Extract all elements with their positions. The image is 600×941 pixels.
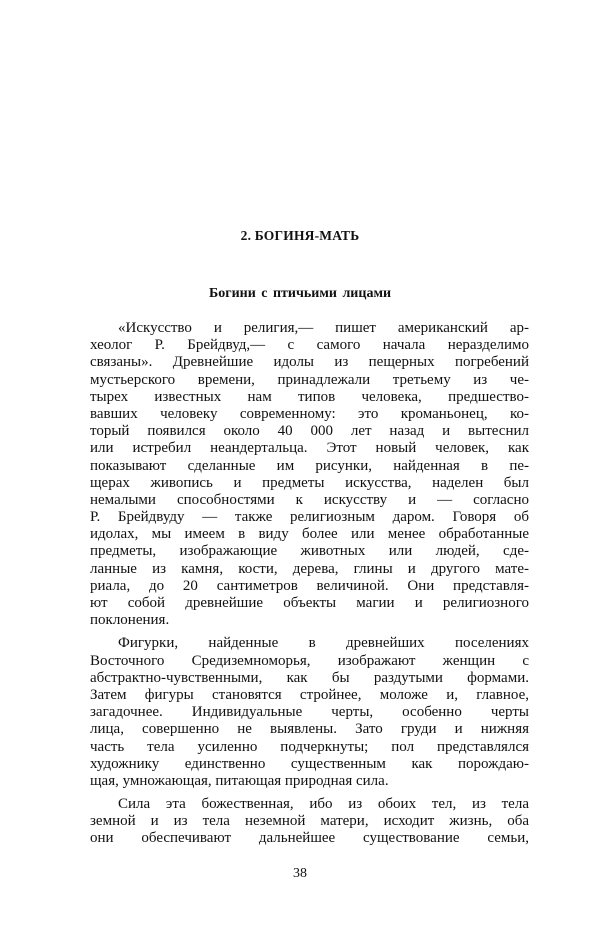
text-line: Восточного Средиземноморья, изображают женщин с [90, 652, 529, 669]
text-line: предметы, изображающие животных или людей, сде- [90, 543, 529, 560]
section-title: Богини с птичьими лицами [208, 286, 392, 301]
paragraph [90, 320, 529, 629]
paragraph [90, 635, 529, 790]
text-line: идолах, мы имеем в виду более или менее обработанные [90, 526, 529, 543]
text-line: Фигурки, найденные в древнейших поселениях [118, 635, 529, 652]
text-line: торый появился около 40 000 лет назад и вытеснил [90, 423, 529, 440]
text-line: поклонения. [90, 612, 170, 629]
text-line: связаны». Древнейшие идолы из пещерных погребений [90, 354, 529, 371]
text-line: абстрактно-чувственными, как бы раздутыми формами. [90, 669, 529, 686]
text-line: немалыми способностями к искусству и — согласно [90, 491, 529, 508]
text-line: щерах живопись и предметы искусства, наделен был [90, 474, 529, 491]
text-line: вавших человеку современному: это кроманьонец, ко- [90, 405, 529, 422]
text-line: художнику единственно существенным как порождаю- [90, 755, 529, 772]
text-line: они обеспечивают дальнейшее существование семьи, [90, 830, 529, 847]
text-line: ланные из камня, кости, дерева, глины и другого мате- [90, 560, 529, 577]
body-text [90, 320, 529, 854]
text-line: «Искусство и религия,— пишет американский ар- [118, 320, 529, 336]
text-line: лица, совершенно не выявлены. Зато груди и нижняя [90, 721, 529, 738]
text-line: Затем фигуры становятся стройнее, моложе и, главное, [90, 686, 529, 703]
text-line: загадочнее. Индивидуальные черты, особенно черты [90, 704, 529, 721]
text-line: мустьерского времени, принадлежали третьему из че- [90, 371, 529, 388]
text-line: Сила эта божественная, ибо из обоих тел, из тела [118, 796, 529, 813]
text-line: риала, до 20 сантиметров величиной. Они представля- [90, 577, 529, 594]
page-number: 38 [293, 866, 307, 881]
chapter-title: 2. БОГИНЯ-МАТЬ [240, 228, 360, 243]
paragraph [90, 796, 529, 848]
text-line: или истребил неандертальца. Этот новый человек, как [90, 440, 529, 457]
text-line: щая, умножающая, питающая природная сила. [90, 772, 389, 789]
text-line: Р. Брейдвуду — также религиозным даром. Говоря об [90, 509, 529, 526]
text-line: тырех известных нам типов человека, предшество- [90, 388, 529, 405]
text-line: часть тела усиленно подчеркнуты; пол представлялся [90, 738, 529, 755]
text-line: земной и из тела неземной матери, исходит жизнь, оба [90, 813, 529, 830]
text-line: хеолог Р. Брейдвуд,— с самого начала неразделимо [90, 337, 529, 354]
text-line: показывают сделанные им рисунки, найденная в пе- [90, 457, 529, 474]
text-line: ют собой древнейшие объекты магии и религиозного [90, 595, 529, 611]
